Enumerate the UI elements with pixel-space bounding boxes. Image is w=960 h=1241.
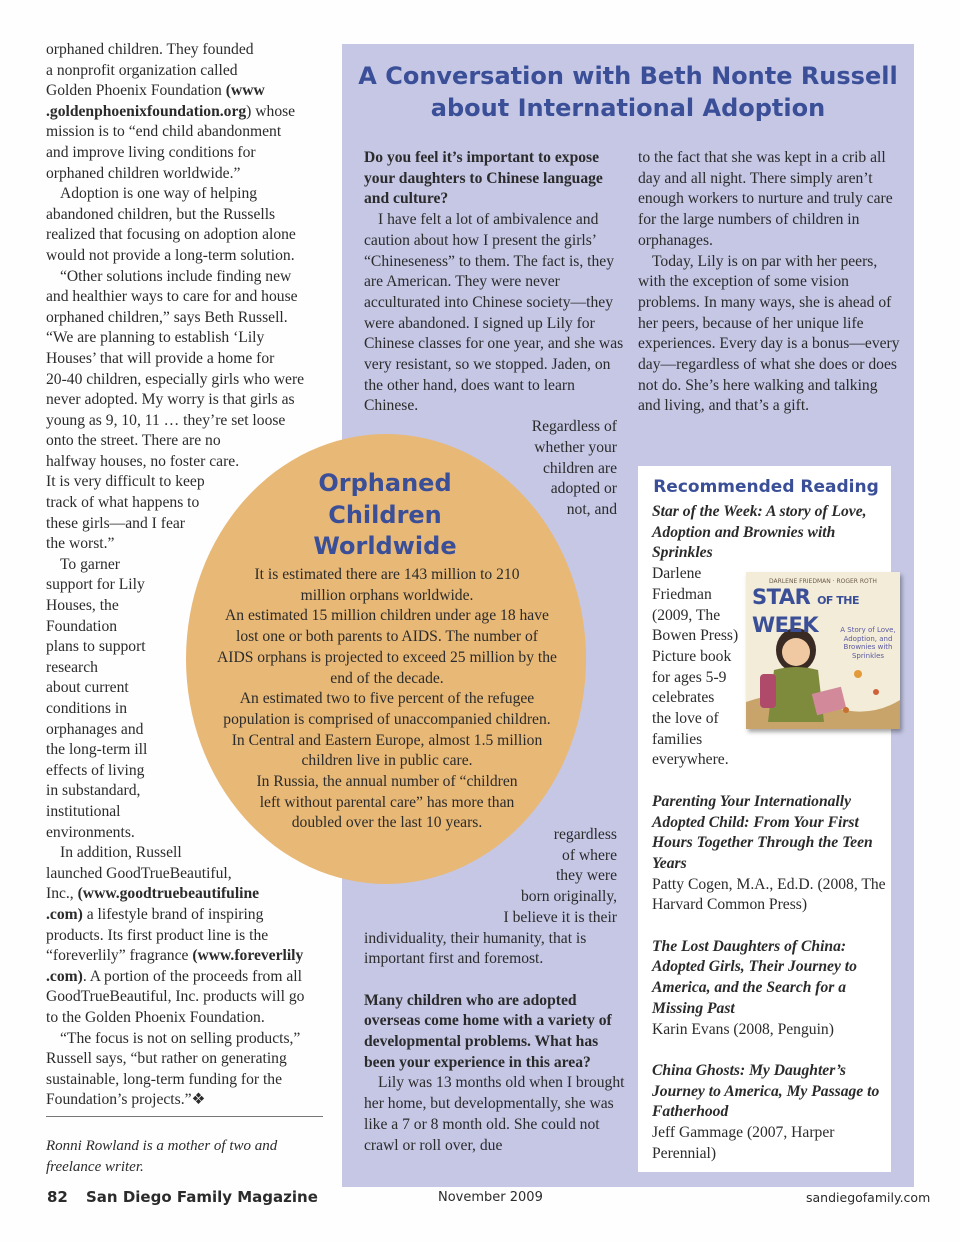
text-line: products. Its first product line is the xyxy=(46,926,269,944)
answer-1-end: individuality, their humanity, that is important first and foremost. xyxy=(364,929,587,968)
text-line: young as 9, 10, 11 … they’re set loose xyxy=(46,411,286,429)
interview-column-right xyxy=(638,148,900,417)
text-line: Regardless of xyxy=(531,418,617,436)
text-line: .com) a lifestyle brand of inspiring xyxy=(46,905,264,923)
text-line: Adoption is one way of helping xyxy=(60,185,258,203)
text-line: “Other solutions include finding new xyxy=(60,267,292,285)
text-line: “The focus is not on selling products,” xyxy=(60,1029,301,1047)
text-line: never adopted. My worry is that girls as xyxy=(46,391,295,409)
cover-title-b: OF THE xyxy=(817,594,859,607)
text-line: and improve living conditions for xyxy=(46,143,256,161)
book-title: The Lost Daughters of China: Adopted Girls, Their Journey to America, and the Search for a Missing Past xyxy=(652,937,857,1017)
stat-line: million orphans worldwide. xyxy=(300,586,474,604)
book-meta-line: the love of xyxy=(652,710,719,728)
text-line: adopted or xyxy=(550,480,617,498)
paragraph xyxy=(46,843,324,1028)
text-line: orphaned children. They founded xyxy=(46,41,254,58)
book-item xyxy=(652,1061,888,1165)
stat-line: AIDS orphans is projected to exceed 25 million by the xyxy=(217,648,557,666)
text-line: It is very difficult to keep xyxy=(46,473,205,491)
circle-stats xyxy=(196,565,578,834)
text-line: launched GoodTrueBeautiful, xyxy=(46,864,232,882)
book-meta-line: Picture book xyxy=(652,647,732,665)
book-meta-line: for ages 5-9 xyxy=(652,668,727,686)
question-1: Do you feel it’s important to expose your daughters to Chinese language and culture? xyxy=(364,149,603,208)
text-line: orphaned children worldwide.” xyxy=(46,164,241,182)
answer-2-continued: to the fact that she was kept in a crib all day and all night. There simply aren’t enough workers to nurture and truly care for the large numbers of children in orphanages. xyxy=(638,149,893,249)
stat-line: lost one or both parents to AIDS. The number of xyxy=(235,628,538,646)
book-title: Star of the Week: A story of Love, Adoption and Brownies with Sprinkles xyxy=(652,503,867,562)
text-line: sustainable, long-term funding for the xyxy=(46,1070,283,1088)
stat-line: In Russia, the annual number of “children xyxy=(256,773,518,791)
book-item xyxy=(652,937,888,1041)
answer-3: Today, Lily is on par with her peers, with the exception of some vision problems. In many ways, she is ahead of her peers, because of her unique life experiences. Every day is a bonus—every day—regardless of what she does or does not do. She’s here walking and talking and living, and that’s a gift. xyxy=(638,252,900,415)
text-line: Golden Phoenix Foundation (www xyxy=(46,82,265,100)
question-2: Many children who are adopted overseas come home with a variety of developmental problems. What has been your experience in this area? xyxy=(364,991,612,1071)
stat-line: In Central and Eastern Europe, almost 1.5 million xyxy=(231,731,543,749)
text-line: “We are planning to establish ‘Lily xyxy=(46,329,265,347)
cover-title-a: STAR xyxy=(752,585,811,609)
text-line: onto the street. There are no xyxy=(46,432,221,450)
stat-line: It is estimated there are 143 million to 210 xyxy=(254,566,520,583)
paragraph xyxy=(46,40,324,184)
book-meta: Patty Cogen, M.A., Ed.D. (2008, The Harvard Common Press) xyxy=(652,875,886,914)
paragraph xyxy=(46,1029,324,1111)
byline-line: freelance writer. xyxy=(46,1158,144,1175)
text-line: realized that focusing on adoption alone xyxy=(46,226,296,244)
text-line: children are xyxy=(542,459,617,477)
text-line: the long-term ill xyxy=(46,741,148,759)
text-line: these girls—and I fear xyxy=(46,514,185,532)
text-line: halfway houses, no foster care. xyxy=(46,452,240,470)
text-line: .com). A portion of the proceeds from all xyxy=(46,967,302,985)
book-meta xyxy=(652,564,742,771)
text-line: “foreverlily” fragrance (www.foreverlily xyxy=(46,947,304,965)
text-line: of where xyxy=(562,846,617,864)
book-item xyxy=(652,792,888,916)
text-line: they were xyxy=(555,867,617,885)
issue-date: November 2009 xyxy=(438,1190,543,1205)
text-line: research xyxy=(46,658,98,676)
book-title: Parenting Your Internationally Adopted Child: From Your First Hours Together Through the Teen Years xyxy=(652,792,873,872)
text-line: would not provide a long-term solution. xyxy=(46,246,295,264)
stat-line: left without parental care” has more than xyxy=(259,793,515,811)
book-meta-line: everywhere. xyxy=(652,751,729,769)
text-line: conditions in xyxy=(46,700,127,717)
text-line: not, and xyxy=(566,500,617,518)
stat-line: An estimated two to five percent of the refugee xyxy=(239,690,535,708)
text-line: institutional xyxy=(46,802,121,820)
answer-2: Lily was 13 months old when I brought her home, but developmentally, she was like a 7 or 8 month old. She could not crawl or roll over, due xyxy=(364,1074,625,1154)
cover-title-c: WEEK xyxy=(752,613,819,637)
stat-line: end of the decade. xyxy=(330,669,444,687)
text-line: whether your xyxy=(534,438,617,456)
paragraph xyxy=(46,184,324,266)
text-line: Foundation xyxy=(46,617,118,635)
text-line: In addition, Russell xyxy=(60,844,182,862)
book-meta-line: (2009, The xyxy=(652,606,721,624)
text-line: Houses, the xyxy=(46,597,119,615)
text-line: Foundation’s projects.”❖ xyxy=(46,1091,206,1109)
text-line: orphaned children,” says Beth Russell. xyxy=(46,308,288,326)
book-meta: Karin Evans (2008, Penguin) xyxy=(652,1020,834,1038)
stat-line: An estimated 15 million children under age 18 have xyxy=(225,607,549,625)
book-cover-image xyxy=(746,572,900,729)
magazine-name: San Diego Family Magazine xyxy=(86,1188,318,1206)
text-line: a nonprofit organization called xyxy=(46,61,238,79)
byline-line: Ronni Rowland is a mother of two and xyxy=(46,1138,278,1154)
text-line: To garner xyxy=(60,555,120,573)
text-line: and healthier ways to care for and house xyxy=(46,288,298,306)
text-line: born originally, xyxy=(521,888,617,906)
text-line: to the Golden Phoenix Foundation. xyxy=(46,1008,265,1026)
text-line: about current xyxy=(46,679,129,697)
text-line: I believe it is their xyxy=(503,908,617,926)
text-line: regardless xyxy=(553,826,617,843)
cover-subtitle: A Story of Love, Adoption, and Brownies with Sprinkles xyxy=(840,626,896,660)
divider xyxy=(46,1116,323,1117)
stat-line: population is comprised of unaccompanied children. xyxy=(223,710,551,728)
text-line: support for Lily xyxy=(46,576,145,594)
text-line: Houses’ that will provide a home for xyxy=(46,349,275,367)
interview-title: A Conversation with Beth Nonte Russell about International Adoption xyxy=(358,62,898,122)
text-line: effects of living xyxy=(46,761,145,779)
circle-title: Orphaned Children Worldwide xyxy=(313,469,457,560)
book-meta: Jeff Gammage (2007, Harper Perennial) xyxy=(652,1124,835,1162)
text-line: environments. xyxy=(46,823,135,841)
page-number: 82 xyxy=(47,1188,68,1206)
cover-authors: DARLENE FRIEDMAN · ROGER ROTH xyxy=(769,578,877,585)
text-line: .goldenphoenixfoundation.org) whose xyxy=(46,102,296,120)
text-line: 20-40 children, especially girls who were xyxy=(46,370,305,388)
book-meta-line: Friedman xyxy=(652,585,712,603)
book-meta-line: Bowen Press) xyxy=(652,627,739,645)
text-line: Inc., (www.goodtruebeautifuline xyxy=(46,885,260,903)
book-meta-line: families xyxy=(652,730,703,748)
book-meta-line: celebrates xyxy=(652,689,715,707)
author-byline xyxy=(46,1136,324,1177)
book-meta-line: Darlene xyxy=(652,565,702,583)
reading-title: Recommended Reading xyxy=(653,477,879,497)
text-line: plans to support xyxy=(46,638,146,656)
answer-1: I have felt a lot of ambivalence and caution about how I present the girls’ “Chineseness” to them. The fact is, they are American. They were never acculturated into Chinese society—they were abandoned. I signed up Lily for Chinese classes for one year, and she was very resistant, so we stopped. Jaden, on the other hand, does want to learn Chinese. xyxy=(364,211,624,415)
text-line: track of what happens to xyxy=(46,494,200,512)
text-line: GoodTrueBeautiful, Inc. products will go xyxy=(46,988,305,1006)
text-line: the worst.” xyxy=(46,535,115,553)
text-line: mission is to “end child abandonment xyxy=(46,123,282,141)
website-url: sandiegofamily.com xyxy=(806,1190,931,1205)
book-title: China Ghosts: My Daughter’s Journey to America, My Passage to Fatherhood xyxy=(652,1061,880,1121)
text-line: Russell says, “but rather on generating xyxy=(46,1050,287,1068)
stat-line: children live in public care. xyxy=(301,752,473,770)
text-line: in substandard, xyxy=(46,782,141,800)
stat-line: doubled over the last 10 years. xyxy=(291,814,483,832)
text-line: abandoned children, but the Russells xyxy=(46,205,276,223)
text-line: orphanages and xyxy=(46,720,144,738)
